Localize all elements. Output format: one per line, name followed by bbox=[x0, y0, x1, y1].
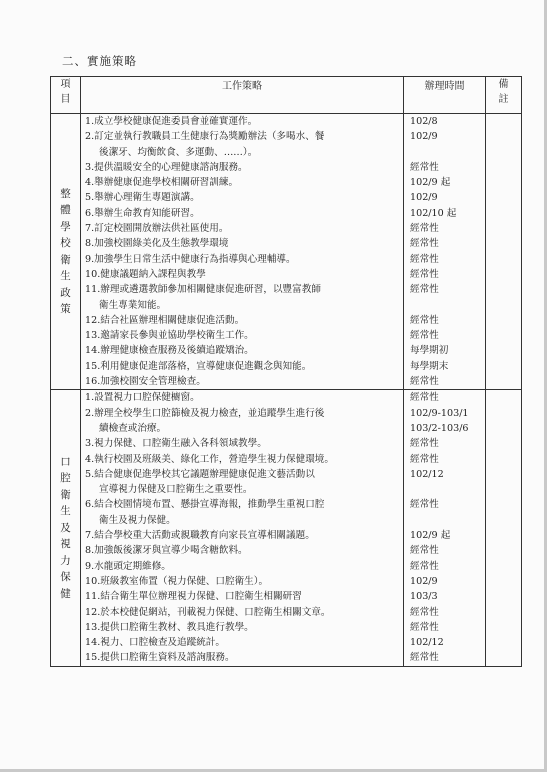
strategy-line: 2.訂定並執行教職員工生健康行為獎勵辦法（多喝水、餐 bbox=[85, 131, 325, 143]
strategy-line: 後潔牙、均衡飲食、多運動、……）。 bbox=[99, 146, 258, 158]
time-cell bbox=[404, 390, 486, 666]
strategy-line: 7.結合學校重大活動或親職教育向家長宣導相關議題。 bbox=[85, 530, 315, 542]
time-value: 每學期初 bbox=[410, 345, 449, 357]
time-value: 經常性 bbox=[410, 238, 439, 250]
strategy-line: 11.辦理或遴選教師參加相關健康促進研習，以豐富教師 bbox=[85, 284, 321, 296]
time-value: 103/3 bbox=[410, 591, 438, 603]
time-value: 102/9 起 bbox=[410, 177, 451, 189]
strategy-line: 4.執行校園及班級美、綠化工作，營造學生視力保健環境。 bbox=[85, 453, 334, 465]
strategy-line: 11.結合衛生單位辦理視力保健、口腔衛生相關研習 bbox=[85, 591, 302, 603]
category-char: 策 bbox=[60, 303, 71, 316]
time-value: 102/9 bbox=[410, 575, 438, 587]
strategy-line: 衛生及視力保健。 bbox=[99, 514, 176, 526]
strategy-line: 10.班級教室佈置（視力保健、口腔衛生）。 bbox=[85, 575, 269, 587]
category-cell bbox=[51, 390, 81, 666]
time-value: 經常性 bbox=[410, 253, 439, 265]
strategy-line: 1.設置視力口腔保健櫥窗。 bbox=[85, 392, 200, 404]
strategy-cell bbox=[81, 114, 404, 390]
strategy-line: 3.視力保健、口腔衛生融入各科領域教學。 bbox=[85, 438, 267, 450]
time-value: 經常性 bbox=[410, 453, 439, 465]
time-value: 經常性 bbox=[410, 330, 439, 342]
category-char: 校 bbox=[60, 237, 71, 250]
strategy-table bbox=[50, 76, 522, 667]
table-row bbox=[51, 390, 522, 666]
strategy-line: 9.水龍頭定期維修。 bbox=[85, 560, 171, 572]
time-value: 經常性 bbox=[410, 545, 439, 557]
time-value: 102/8 bbox=[410, 116, 438, 127]
time-value: 經常性 bbox=[410, 376, 439, 388]
strategy-line: 10.健康議題納入課程與教學 bbox=[85, 268, 206, 280]
strategy-line: 15.利用健康促進部落格，宣導健康促進觀念與知能。 bbox=[85, 360, 312, 372]
category-char: 口 bbox=[60, 455, 71, 468]
header-note-char: 註 bbox=[498, 94, 509, 105]
time-cell bbox=[404, 114, 486, 390]
strategy-line: 8.加強校園綠美化及生態教學環境 bbox=[85, 238, 229, 250]
category-cell bbox=[51, 114, 81, 390]
header-note-char: 備 bbox=[498, 79, 509, 90]
time-value: 102/12 bbox=[410, 468, 444, 480]
time-value: 經常性 bbox=[410, 621, 439, 633]
category-char: 保 bbox=[60, 571, 71, 584]
time-value: 經常性 bbox=[410, 314, 439, 326]
time-value: 103/2-103/6 bbox=[410, 422, 469, 434]
time-value: 102/9 bbox=[410, 192, 438, 204]
time-value: 經常性 bbox=[410, 560, 439, 572]
strategy-line: 衛生專業知能。 bbox=[99, 299, 167, 311]
category-char: 生 bbox=[60, 270, 71, 283]
time-value bbox=[404, 145, 485, 160]
time-value: 經常性 bbox=[410, 284, 439, 296]
category-char: 健 bbox=[60, 587, 71, 600]
time-value: 102/12 bbox=[410, 637, 444, 649]
time-value bbox=[404, 482, 485, 497]
time-value bbox=[404, 298, 485, 313]
time-value: 102/9 起 bbox=[410, 530, 451, 542]
header-item-char: 目 bbox=[60, 94, 71, 105]
strategy-line: 9.加強學生日常生活中健康行為指導與心理輔導。 bbox=[85, 253, 296, 265]
time-value: 102/9 bbox=[410, 131, 438, 143]
time-value: 經常性 bbox=[410, 268, 439, 280]
strategy-line: 宣導視力保健及口腔衛生之重要性。 bbox=[99, 484, 253, 496]
strategy-line: 12.結合社區辦理相關健康促進活動。 bbox=[85, 314, 245, 326]
strategy-line: 8.加強飯後潔牙與宣導少喝含糖飲料。 bbox=[85, 545, 248, 557]
header-strategy: 工作策略 bbox=[81, 77, 404, 114]
time-value: 經常性 bbox=[410, 438, 439, 450]
table-row bbox=[51, 114, 522, 390]
category-char: 力 bbox=[60, 554, 71, 567]
strategy-line: 4.舉辦健康促進學校相關研習訓練。 bbox=[85, 177, 239, 189]
category-char: 政 bbox=[60, 286, 71, 299]
time-value: 經常性 bbox=[410, 392, 439, 404]
strategy-line: 續檢查或治療。 bbox=[99, 422, 167, 434]
table-header-row bbox=[51, 77, 522, 114]
category-char: 學 bbox=[60, 220, 71, 233]
strategy-line: 13.邀請家長參與並協助學校衛生工作。 bbox=[85, 330, 254, 342]
strategy-line: 5.舉辦心理衛生專題演講。 bbox=[85, 192, 200, 204]
strategy-line: 14.辦理健康檢查服務及後續追蹤矯治。 bbox=[85, 345, 254, 357]
strategy-line: 13.提供口腔衛生教材、教具進行教學。 bbox=[85, 621, 254, 633]
header-item-char: 項 bbox=[60, 79, 71, 90]
section-title: 二、實施策略 bbox=[62, 54, 137, 68]
category-char: 整 bbox=[60, 187, 71, 200]
category-char: 腔 bbox=[60, 472, 71, 485]
strategy-line: 3.提供溫暖安全的心理健康諮詢服務。 bbox=[85, 161, 248, 173]
category-char: 視 bbox=[60, 538, 71, 551]
strategy-line: 2.辦理全校學生口腔篩檢及視力檢查，並追蹤學生進行後 bbox=[85, 407, 325, 419]
header-note bbox=[486, 77, 522, 114]
time-value: 經常性 bbox=[410, 499, 439, 511]
strategy-line: 6.舉辦生命教育知能研習。 bbox=[85, 207, 200, 219]
strategy-line: 5.結合健康促進學校其它議題辦理健康促進文藝活動以 bbox=[85, 468, 315, 480]
time-value: 102/9-103/1 bbox=[410, 407, 469, 419]
note-cell bbox=[486, 114, 522, 390]
time-value: 經常性 bbox=[410, 223, 439, 235]
note-cell bbox=[486, 390, 522, 666]
strategy-line: 15.提供口腔衛生資料及諮詢服務。 bbox=[85, 652, 235, 664]
time-value: 102/10 起 bbox=[410, 207, 457, 219]
strategy-line: 6.結合校園情境布置、懸掛宣導海報，推動學生重視口腔 bbox=[85, 499, 325, 511]
time-value bbox=[404, 513, 485, 528]
header-item bbox=[51, 77, 81, 114]
strategy-line: 16.加強校園安全管理檢查。 bbox=[85, 376, 206, 388]
time-value: 經常性 bbox=[410, 652, 439, 664]
category-char: 生 bbox=[60, 505, 71, 518]
time-value: 經常性 bbox=[410, 161, 439, 173]
category-char: 及 bbox=[60, 521, 71, 534]
strategy-line: 7.訂定校園開放辦法供社區使用。 bbox=[85, 223, 229, 235]
strategy-line: 1.成立學校健康促進委員會並確實運作。 bbox=[85, 116, 258, 127]
header-time: 辦理時間 bbox=[404, 77, 486, 114]
category-char: 衛 bbox=[60, 253, 71, 266]
strategy-line: 12.於本校健促網站，刊載視力保健、口腔衛生相關文章。 bbox=[85, 606, 331, 618]
time-value: 經常性 bbox=[410, 606, 439, 618]
strategy-cell bbox=[81, 390, 404, 666]
category-char: 衛 bbox=[60, 488, 71, 501]
strategy-line: 14.視力、口腔檢查及追蹤統計。 bbox=[85, 637, 225, 649]
time-value: 每學期末 bbox=[410, 360, 449, 372]
category-char: 體 bbox=[60, 204, 71, 217]
